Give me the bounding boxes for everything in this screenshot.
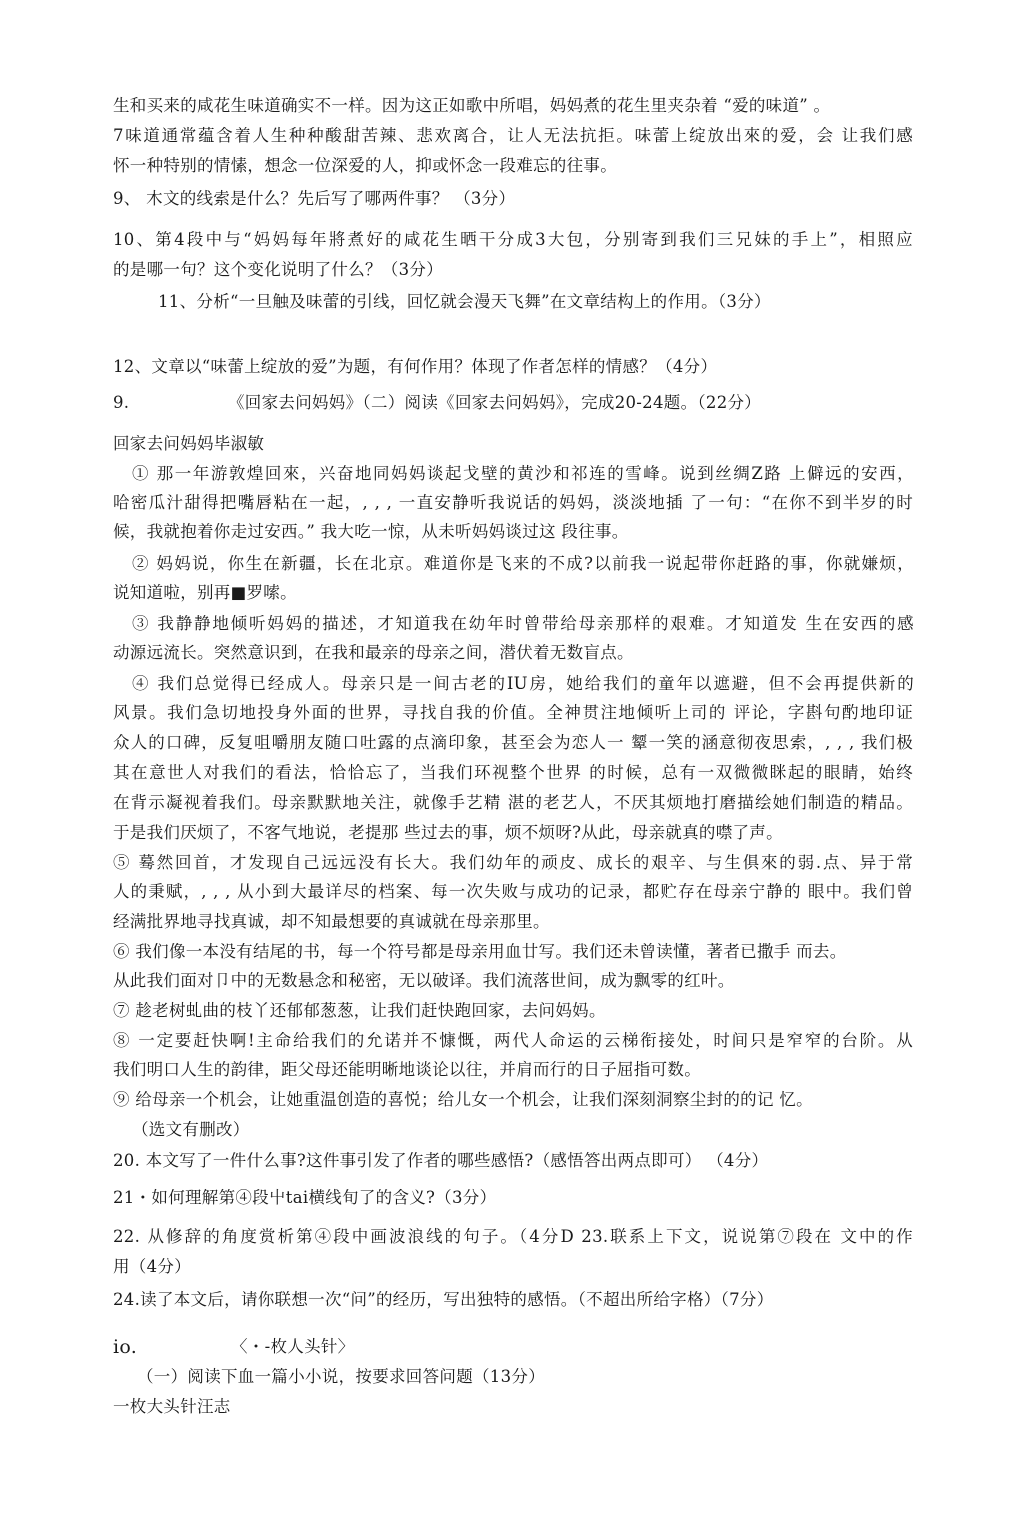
paragraph-line: 于是我们厌烦了，不客气地说，老提那 些过去的事，烦不烦呀?从此，母亲就真的噤了声。 bbox=[113, 823, 783, 842]
section-title: 〈・-枚人头针〉 bbox=[231, 1337, 355, 1356]
text-line: 的是哪一句？这个变化说明了什么？（3分） bbox=[113, 260, 443, 279]
paragraph-line: ⑤ 蓦然回首，才发现自己远远没有长大。我们幼年的顽皮、成长的艰辛、与生俱來的弱.点、异于常 bbox=[113, 853, 913, 872]
paragraph-line: 从此我们面对卩中的无数悬念和秘密，无以破译。我们流落世间，成为飘零的红叶。 bbox=[113, 971, 735, 990]
text-line: 生和买来的咸花生味道确实不一样。因为这正如歌中所唱，妈妈煮的花生里夹杂着 “爱的味道” 。 bbox=[113, 96, 831, 115]
paragraph-line: ⑦ 趁老树虬曲的枝丫还郁郁葱葱，让我们赶快跑回家，去问妈妈。 bbox=[113, 1001, 606, 1020]
source-note: （选文有删改） bbox=[132, 1120, 250, 1139]
paragraph-line: 人的秉赋，, , , 从小到大最详尽的档案、每一次失败与成功的记录，都贮存在母亲宁静的 眼中。我们曾 bbox=[113, 882, 913, 901]
paragraph-line: ④ 我们总觉得已经成人。母亲只是一间古老的IU房，她给我们的童年以遮避，但不会再提供新的 bbox=[132, 674, 914, 693]
paragraph-line: ⑨ 给母亲一个机会，让她重温创造的喜悦；给儿女一个机会，让我们深刻洞察尘封的的记 忆。 bbox=[113, 1090, 813, 1109]
question-21: 21・如何理解第④段屮tai横线旬了的含义?（3分） bbox=[113, 1188, 497, 1207]
paragraph-line: 众人的口碑，反复咀嚼朋友随口吐露的点滴印象，甚至会为恋人一 颦一笑的涵意彻夜思索，, , , 我们极 bbox=[113, 733, 913, 752]
paragraph-line: 说知道啦，别再■罗嗦。 bbox=[113, 583, 297, 602]
paragraph-line: 其在意世人对我们的看法，恰恰忘了，当我们环视整个世界 的时候，总有一双微微眯起的眼睛，始终 bbox=[113, 763, 913, 782]
instruction-line: （一）阅读下血一篇小小说，按要求回答问题（13分） bbox=[137, 1367, 545, 1386]
paragraph-line: 动源远流长。突然意识到，在我和最亲的母亲之间，潜伏着无数盲点。 bbox=[113, 643, 634, 662]
article-title: 一枚大头针汪志 bbox=[113, 1397, 231, 1416]
question-11: 11、分析“一旦触及味蕾的引线，回忆就会漫天飞舞”在文章结构上的作用。（3分） bbox=[158, 292, 771, 311]
paragraph-line: 经满批界地寻找真诚，却不知最想要的真诚就在母亲那里。 bbox=[113, 912, 550, 931]
paragraph-line: ① 那一年游敦煌回來，兴奋地同妈妈谈起戈壁的黄沙和祁连的雪峰。说到丝绸Z路 上僻远的安西， bbox=[132, 464, 914, 483]
section-title: 《回家去问妈妈》（二）阅读《回家去问妈妈》，完成20-24题。（22分） bbox=[228, 393, 762, 412]
text-line: 怀一种特别的情愫，想念一位深爱的人，抑或怀念一段难忘的往事。 bbox=[113, 156, 617, 175]
paragraph-line: 候，我就抱着你走过安西。” 我大吃一惊，从未听妈妈谈过这 段往事。 bbox=[113, 522, 629, 541]
question-24: 24.读了本文后，请你联想一次“问”的经历，写出独特的感悟。（不超出所给字格）（7分） bbox=[113, 1290, 774, 1309]
paragraph-line: 在背示凝视着我们。母亲默默地关注，就像手艺精 湛的老艺人，不厌其烦地打磨描绘她们制造的精品。 bbox=[113, 793, 913, 812]
question-12: 12、文章以“味蕾上绽放的爱”为题，有何作用？体现了作者怎样的情感？（4分） bbox=[113, 357, 718, 376]
paragraph-line: ⑧ 一定要赶快啊!主命给我们的允诺并不慷慨，两代人命运的云梯衔接处，时间只是窄窄的台阶。从 bbox=[113, 1031, 913, 1050]
paragraph-line: 我们明口人生的韵律，距父母还能明晰地谈论以往，并肩而行的日子屈指可数。 bbox=[113, 1060, 701, 1079]
paragraph-line: 哈密瓜汁甜得把嘴唇粘在一起，, , , 一直安静听我说话的妈妈，淡淡地插 了一句：“在你不到半岁的时 bbox=[113, 493, 913, 512]
paragraph-line: 风景。我们急切地投身外面的世界，寻找自我的价值。全神贯注地倾听上司的 评论，字斟句酌地印证 bbox=[113, 703, 913, 722]
section-number: 9. bbox=[113, 393, 130, 412]
question-10: 10、第4段中与“妈妈每年將煮好的咸花生晒干分成3大包，分别寄到我们三兄妹的手上”，相照应 bbox=[113, 230, 913, 249]
paragraph-line: ③ 我静静地倾听妈妈的描述，才知道我在幼年时曾带给母亲那样的艰难。才知道发 生在安西的感 bbox=[132, 614, 914, 633]
text-line: 用（4分） bbox=[113, 1257, 191, 1276]
question-22: 22. 从修辞的角度赏析第④段中画波浪线的句子。（4分D 23.联系上下文，说说第⑦段在 文中的作 bbox=[113, 1227, 913, 1246]
section-number: io. bbox=[113, 1336, 138, 1358]
question-9: 9、 木文的线索是什么？先后写了哪两件事？ （3分） bbox=[113, 189, 516, 208]
paragraph-line: ⑥ 我们像一本没有结尾的书，每一个符号都是母亲用血廿写。我们还未曾读懂，著者已撒手 而去。 bbox=[113, 942, 847, 961]
paragraph-line: ② 妈妈说，你生在新疆，长在北京。难道你是飞来的不成?以前我一说起带你赶路的事，你就嫌烦， bbox=[132, 554, 914, 573]
question-20: 20. 本文写了一件什么事?这件事引发了作者的哪些感悟?（感悟答出两点即可） （4分） bbox=[113, 1151, 769, 1170]
article-title: 回家去问妈妈毕淑敏 bbox=[113, 434, 265, 453]
text-line: 7味道通常蕴含着人生种种酸甜苦辣、悲欢离合，让人无法抗拒。味蕾上绽放出來的爱，会 让我们感 bbox=[113, 126, 913, 145]
